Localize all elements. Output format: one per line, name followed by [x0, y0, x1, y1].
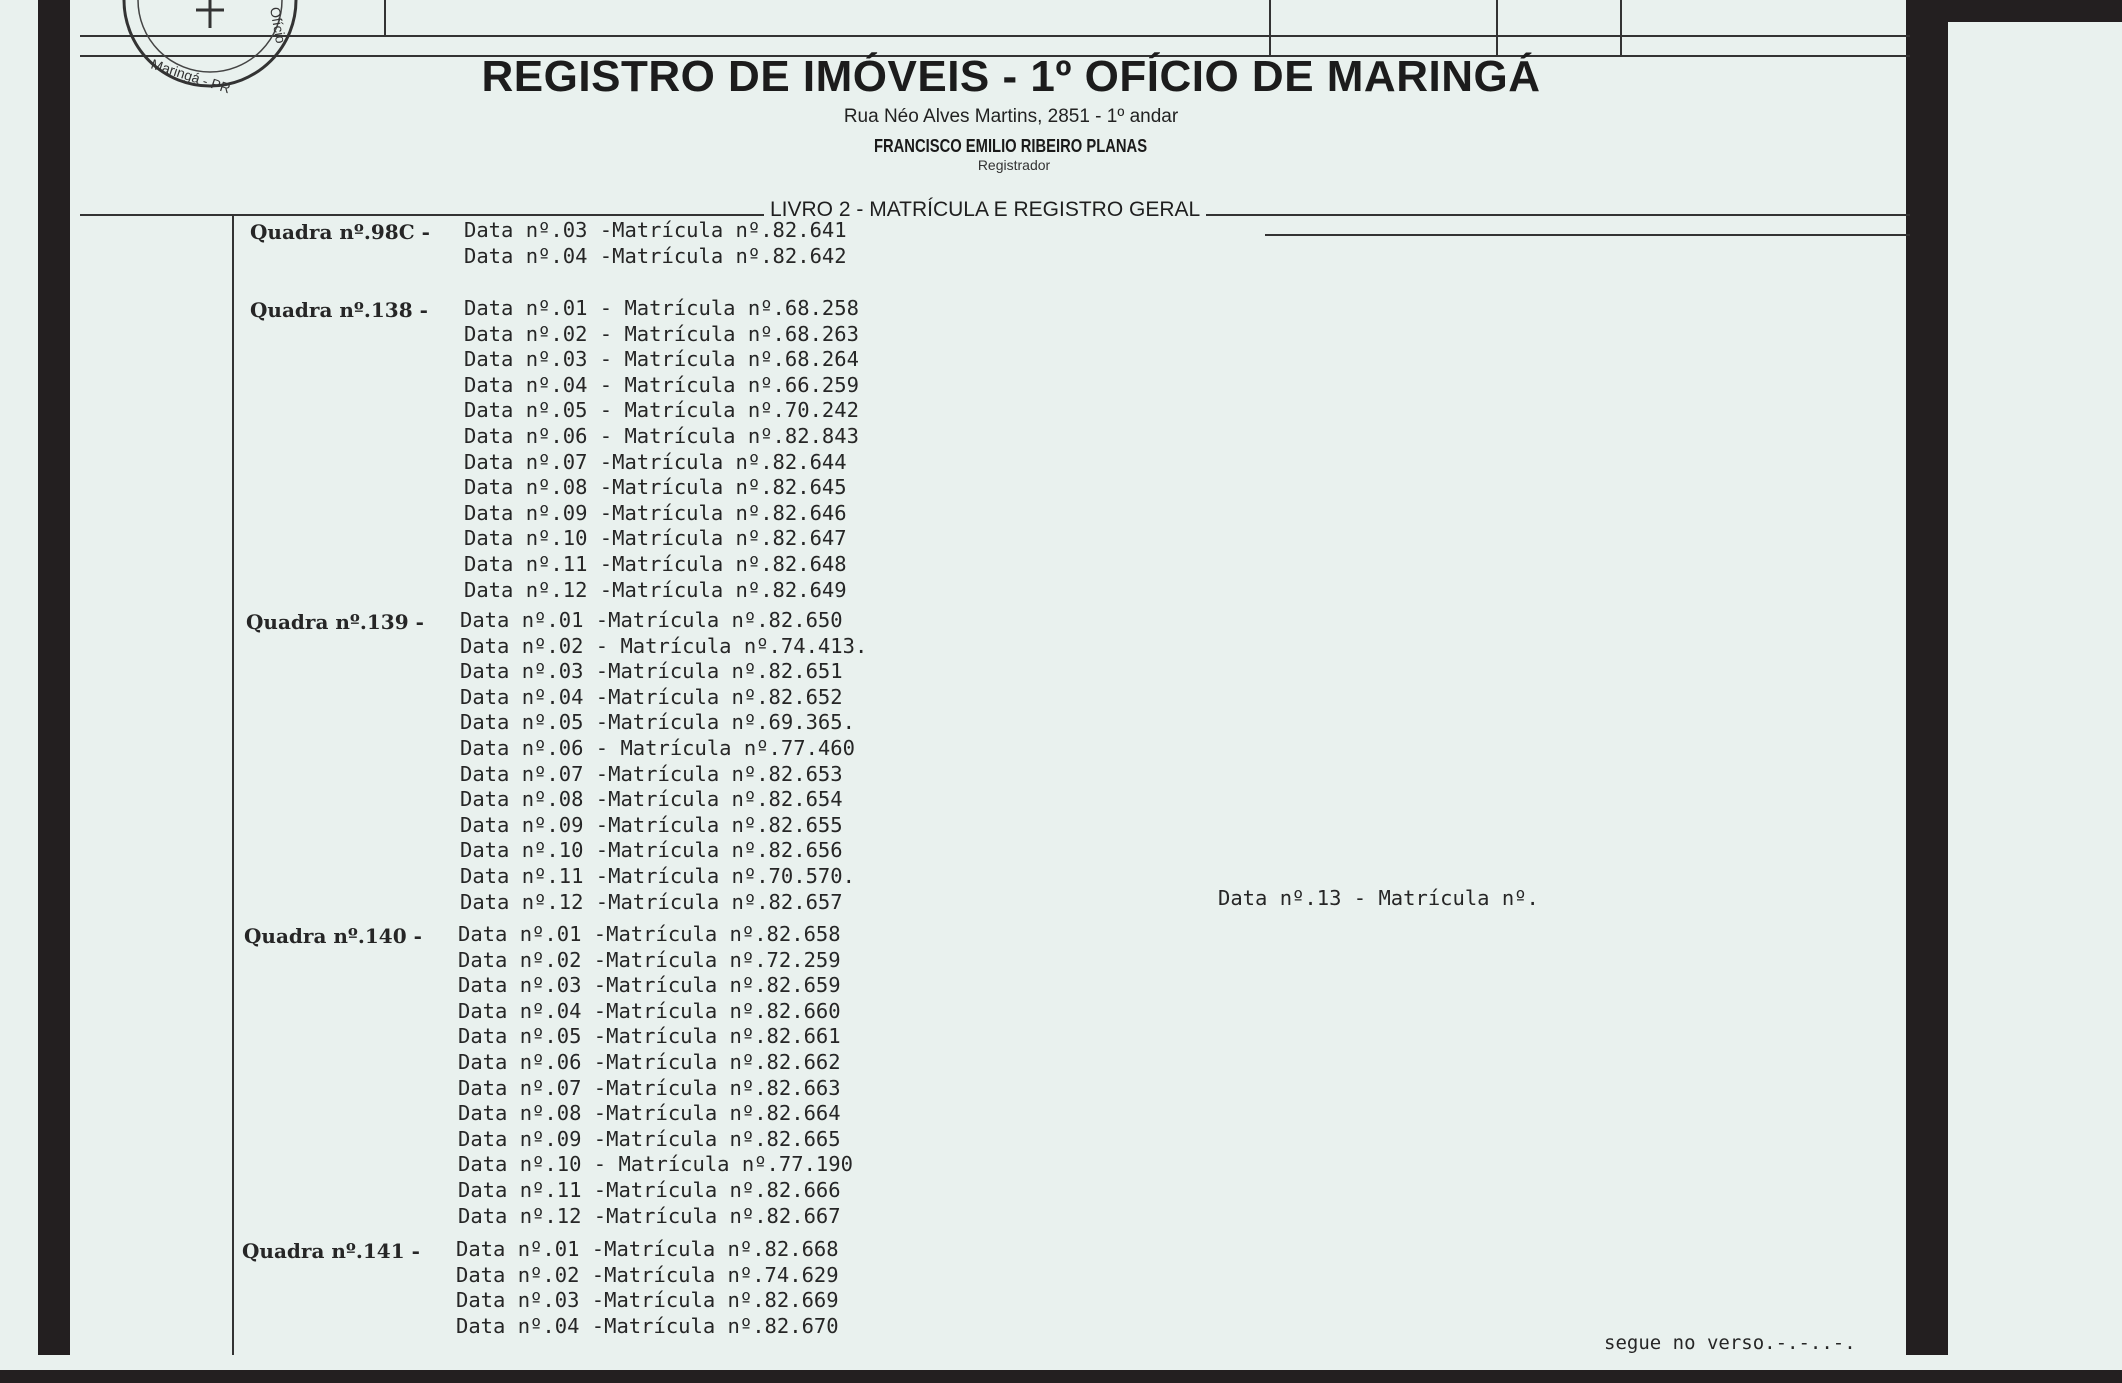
entry-row: Data nº.01 -Matrícula nº.82.658 — [458, 922, 841, 946]
continued-note: segue no verso.-.-..-. — [1604, 1332, 1856, 1354]
side-note: Data nº.13 - Matrícula nº. — [1218, 886, 1539, 910]
quadra-label: Quadra nº.138 - — [250, 298, 428, 322]
entry-row: Data nº.07 -Matrícula nº.82.653 — [460, 761, 843, 786]
address-line: Rua Néo Alves Martins, 2851 - 1º andar — [843, 106, 1179, 127]
entry-row: Data nº.03 -Matrícula nº.82.659 — [458, 973, 841, 998]
entry-row: Data nº.04 - Matrícula nº.66.259 — [464, 372, 859, 397]
entry-row: Data nº.10 - Matrícula nº.77.190 — [458, 1152, 853, 1177]
entry-row: Data nº.12 -Matrícula nº.82.649 — [464, 577, 847, 602]
entry-row: Data nº.04 -Matrícula nº.82.660 — [458, 998, 841, 1023]
quadra-label: Quadra nº.139 - — [246, 610, 424, 634]
entry-row: Data nº.12 -Matrícula nº.82.657 — [460, 889, 843, 914]
quadra-entries — [464, 296, 859, 603]
entry-row: Data nº.10 -Matrícula nº.82.647 — [464, 526, 847, 551]
entry-row: Data nº.03 -Matrícula nº.82.669 — [456, 1288, 839, 1313]
quadra-entries — [456, 1237, 839, 1339]
entry-row: Data nº.03 - Matrícula nº.68.264 — [464, 347, 859, 372]
entry-row: Data nº.10 -Matrícula nº.82.656 — [460, 838, 843, 863]
registrar-name: FRANCISCO EMILIO RIBEIRO PLANAS — [874, 136, 1148, 156]
quadra-entries — [464, 218, 847, 269]
registrar-role: Registrador — [977, 157, 1051, 173]
book-title: LIVRO 2 - MATRÍCULA E REGISTRO GERAL — [764, 198, 1206, 222]
quadra-entries — [458, 922, 853, 1229]
seal-side-text: Ofício — [267, 5, 290, 45]
page-title: REGISTRO DE IMÓVEIS - 1º OFÍCIO DE MARINGÁ — [481, 52, 1541, 101]
entry-row: Data nº.12 -Matrícula nº.82.667 — [458, 1203, 841, 1228]
entry-row: Data nº.02 - Matrícula nº.74.413. — [460, 633, 868, 658]
seal-text: Maringá - PR — [149, 55, 233, 97]
entry-row: Data nº.02 -Matrícula nº.72.259 — [458, 947, 841, 972]
entry-row: Data nº.05 -Matrícula nº.69.365. — [460, 710, 855, 735]
entry-row: Data nº.02 -Matrícula nº.74.629 — [456, 1262, 839, 1287]
entry-row: Data nº.06 -Matrícula nº.82.662 — [458, 1049, 841, 1074]
entry-row: Data nº.04 -Matrícula nº.82.670 — [456, 1313, 839, 1338]
entry-row: Data nº.11 -Matrícula nº.82.648 — [464, 551, 847, 576]
entry-row: Data nº.09 -Matrícula nº.82.665 — [458, 1126, 841, 1151]
entry-row: Data nº.02 - Matrícula nº.68.263 — [464, 321, 859, 346]
entry-row: Data nº.08 -Matrícula nº.82.645 — [464, 475, 847, 500]
entry-row: Data nº.08 -Matrícula nº.82.664 — [458, 1101, 841, 1126]
entry-row: Data nº.04 -Matrícula nº.82.652 — [460, 684, 843, 709]
quadra-label: Quadra nº.140 - — [244, 924, 422, 948]
entry-row: Data nº.06 - Matrícula nº.77.460 — [460, 735, 855, 760]
entry-row: Data nº.08 -Matrícula nº.82.654 — [460, 787, 843, 812]
entry-row: Data nº.03 -Matrícula nº.82.651 — [460, 659, 843, 684]
entry-row: Data nº.01 -Matrícula nº.82.650 — [460, 608, 843, 632]
entry-row: Data nº.11 -Matrícula nº.70.570. — [460, 863, 855, 888]
entry-row: Data nº.05 - Matrícula nº.70.242 — [464, 398, 859, 423]
entry-row: Data nº.07 -Matrícula nº.82.663 — [458, 1075, 841, 1100]
entry-row: Data nº.05 -Matrícula nº.82.661 — [458, 1024, 841, 1049]
quadra-label: Quadra nº.141 - — [242, 1239, 420, 1263]
entry-row: Data nº.09 -Matrícula nº.82.646 — [464, 500, 847, 525]
entry-row: Data nº.01 -Matrícula nº.82.668 — [456, 1237, 839, 1261]
entry-row: Data nº.01 - Matrícula nº.68.258 — [464, 296, 859, 320]
entry-row: Data nº.11 -Matrícula nº.82.666 — [458, 1177, 841, 1202]
entry-row: Data nº.07 -Matrícula nº.82.644 — [464, 449, 847, 474]
entry-row: Data nº.03 -Matrícula nº.82.641 — [464, 218, 847, 242]
entry-row: Data nº.09 -Matrícula nº.82.655 — [460, 812, 843, 837]
entry-row: Data nº.06 - Matrícula nº.82.843 — [464, 423, 859, 448]
quadra-entries — [460, 608, 867, 915]
entry-row: Data nº.04 -Matrícula nº.82.642 — [464, 243, 847, 268]
quadra-label: Quadra nº.98C - — [250, 220, 430, 244]
